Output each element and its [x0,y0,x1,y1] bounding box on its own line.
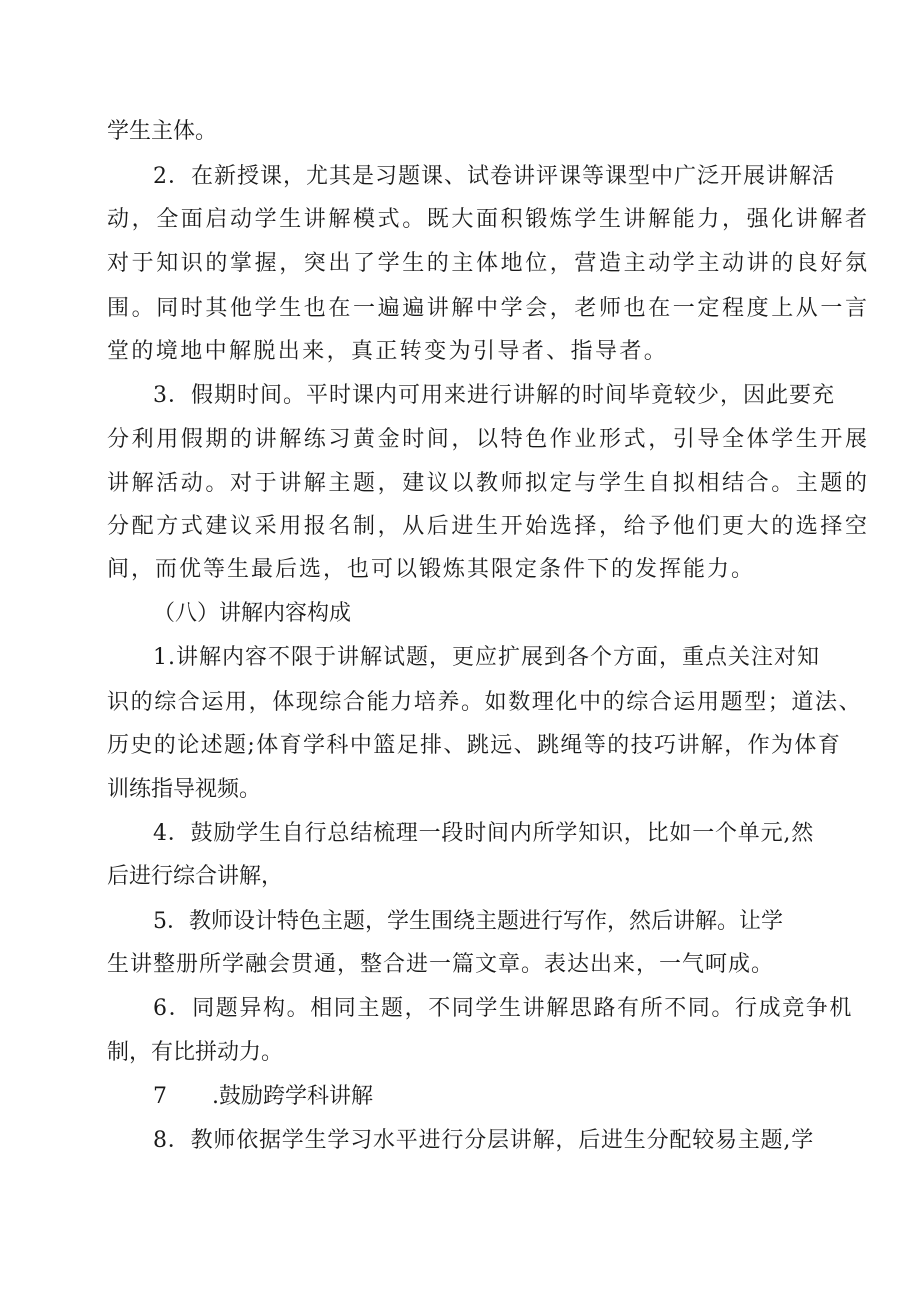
text-line: 生讲整册所学融会贯通，整合进一篇文章。表达出来，一气呵成。 [107,952,775,977]
list-number: 7 [153,1084,167,1109]
text-line: 堂的境地中解脱出来，真正转变为引导者、指导者。 [107,339,669,364]
text-line: 6．同题异构。相同主题，不同学生讲解思路有所不同。行成竞争机 [153,996,853,1021]
text-line: 间，而优等生最后选，也可以锻炼其限定条件下的发挥能力。 [107,557,756,582]
text-line: 对于知识的掌握，突出了学生的主体地位，营造主动学主动讲的良好氛 [107,251,870,276]
text-line: 1.讲解内容不限于讲解试题，更应扩展到各个方面，重点关注对知 [153,645,820,670]
text-line: 3．假期时间。平时课内可用来进行讲解的时间毕竟较少，因此要充 [153,383,835,408]
text-line: 后进行综合讲解， [107,864,284,889]
section-heading: （八）讲解内容构成 [153,601,352,626]
text-line: 识的综合运用，体现综合能力培养。如数理化中的综合运用题型；道法、 [107,690,863,715]
text-line: 4．鼓励学生自行总结梳理一段时间内所学知识，比如一个单元,然 [153,821,814,846]
text-line: 训练指导视频。 [107,777,262,802]
text-line: 围。同时其他学生也在一遍遍讲解中学会，老师也在一定程度上从一言 [107,296,870,321]
text-line: 制，有比拼动力。 [107,1040,284,1065]
text-line: .鼓励跨学科讲解 [212,1084,373,1109]
text-line: 分利用假期的讲解练习黄金时间，以特色作业形式，引导全体学生开展 [107,427,870,452]
text-line: 动，全面启动学生讲解模式。既大面积锻炼学生讲解能力，强化讲解者 [107,207,870,232]
text-line: 2．在新授课，尤其是习题课、试卷讲评课等课型中广泛开展讲解活 [153,164,835,189]
text-line: 8．教师依据学生学习水平进行分层讲解，后进生分配较易主题,学 [153,1128,814,1153]
text-line: 分配方式建议采用报名制，从后进生开始选择，给予他们更大的选择空 [107,514,870,539]
text-line: 历史的论述题;体育学科中篮足排、跳远、跳绳等的技巧讲解，作为体育 [107,733,842,758]
text-line: 讲解活动。对于讲解主题，建议以教师拟定与学生自拟相结合。主题的 [107,471,870,496]
text-line: 5．教师设计特色主题，学生围绕主题进行写作，然后讲解。让学 [153,909,783,934]
text-line: 学生主体。 [107,119,218,144]
